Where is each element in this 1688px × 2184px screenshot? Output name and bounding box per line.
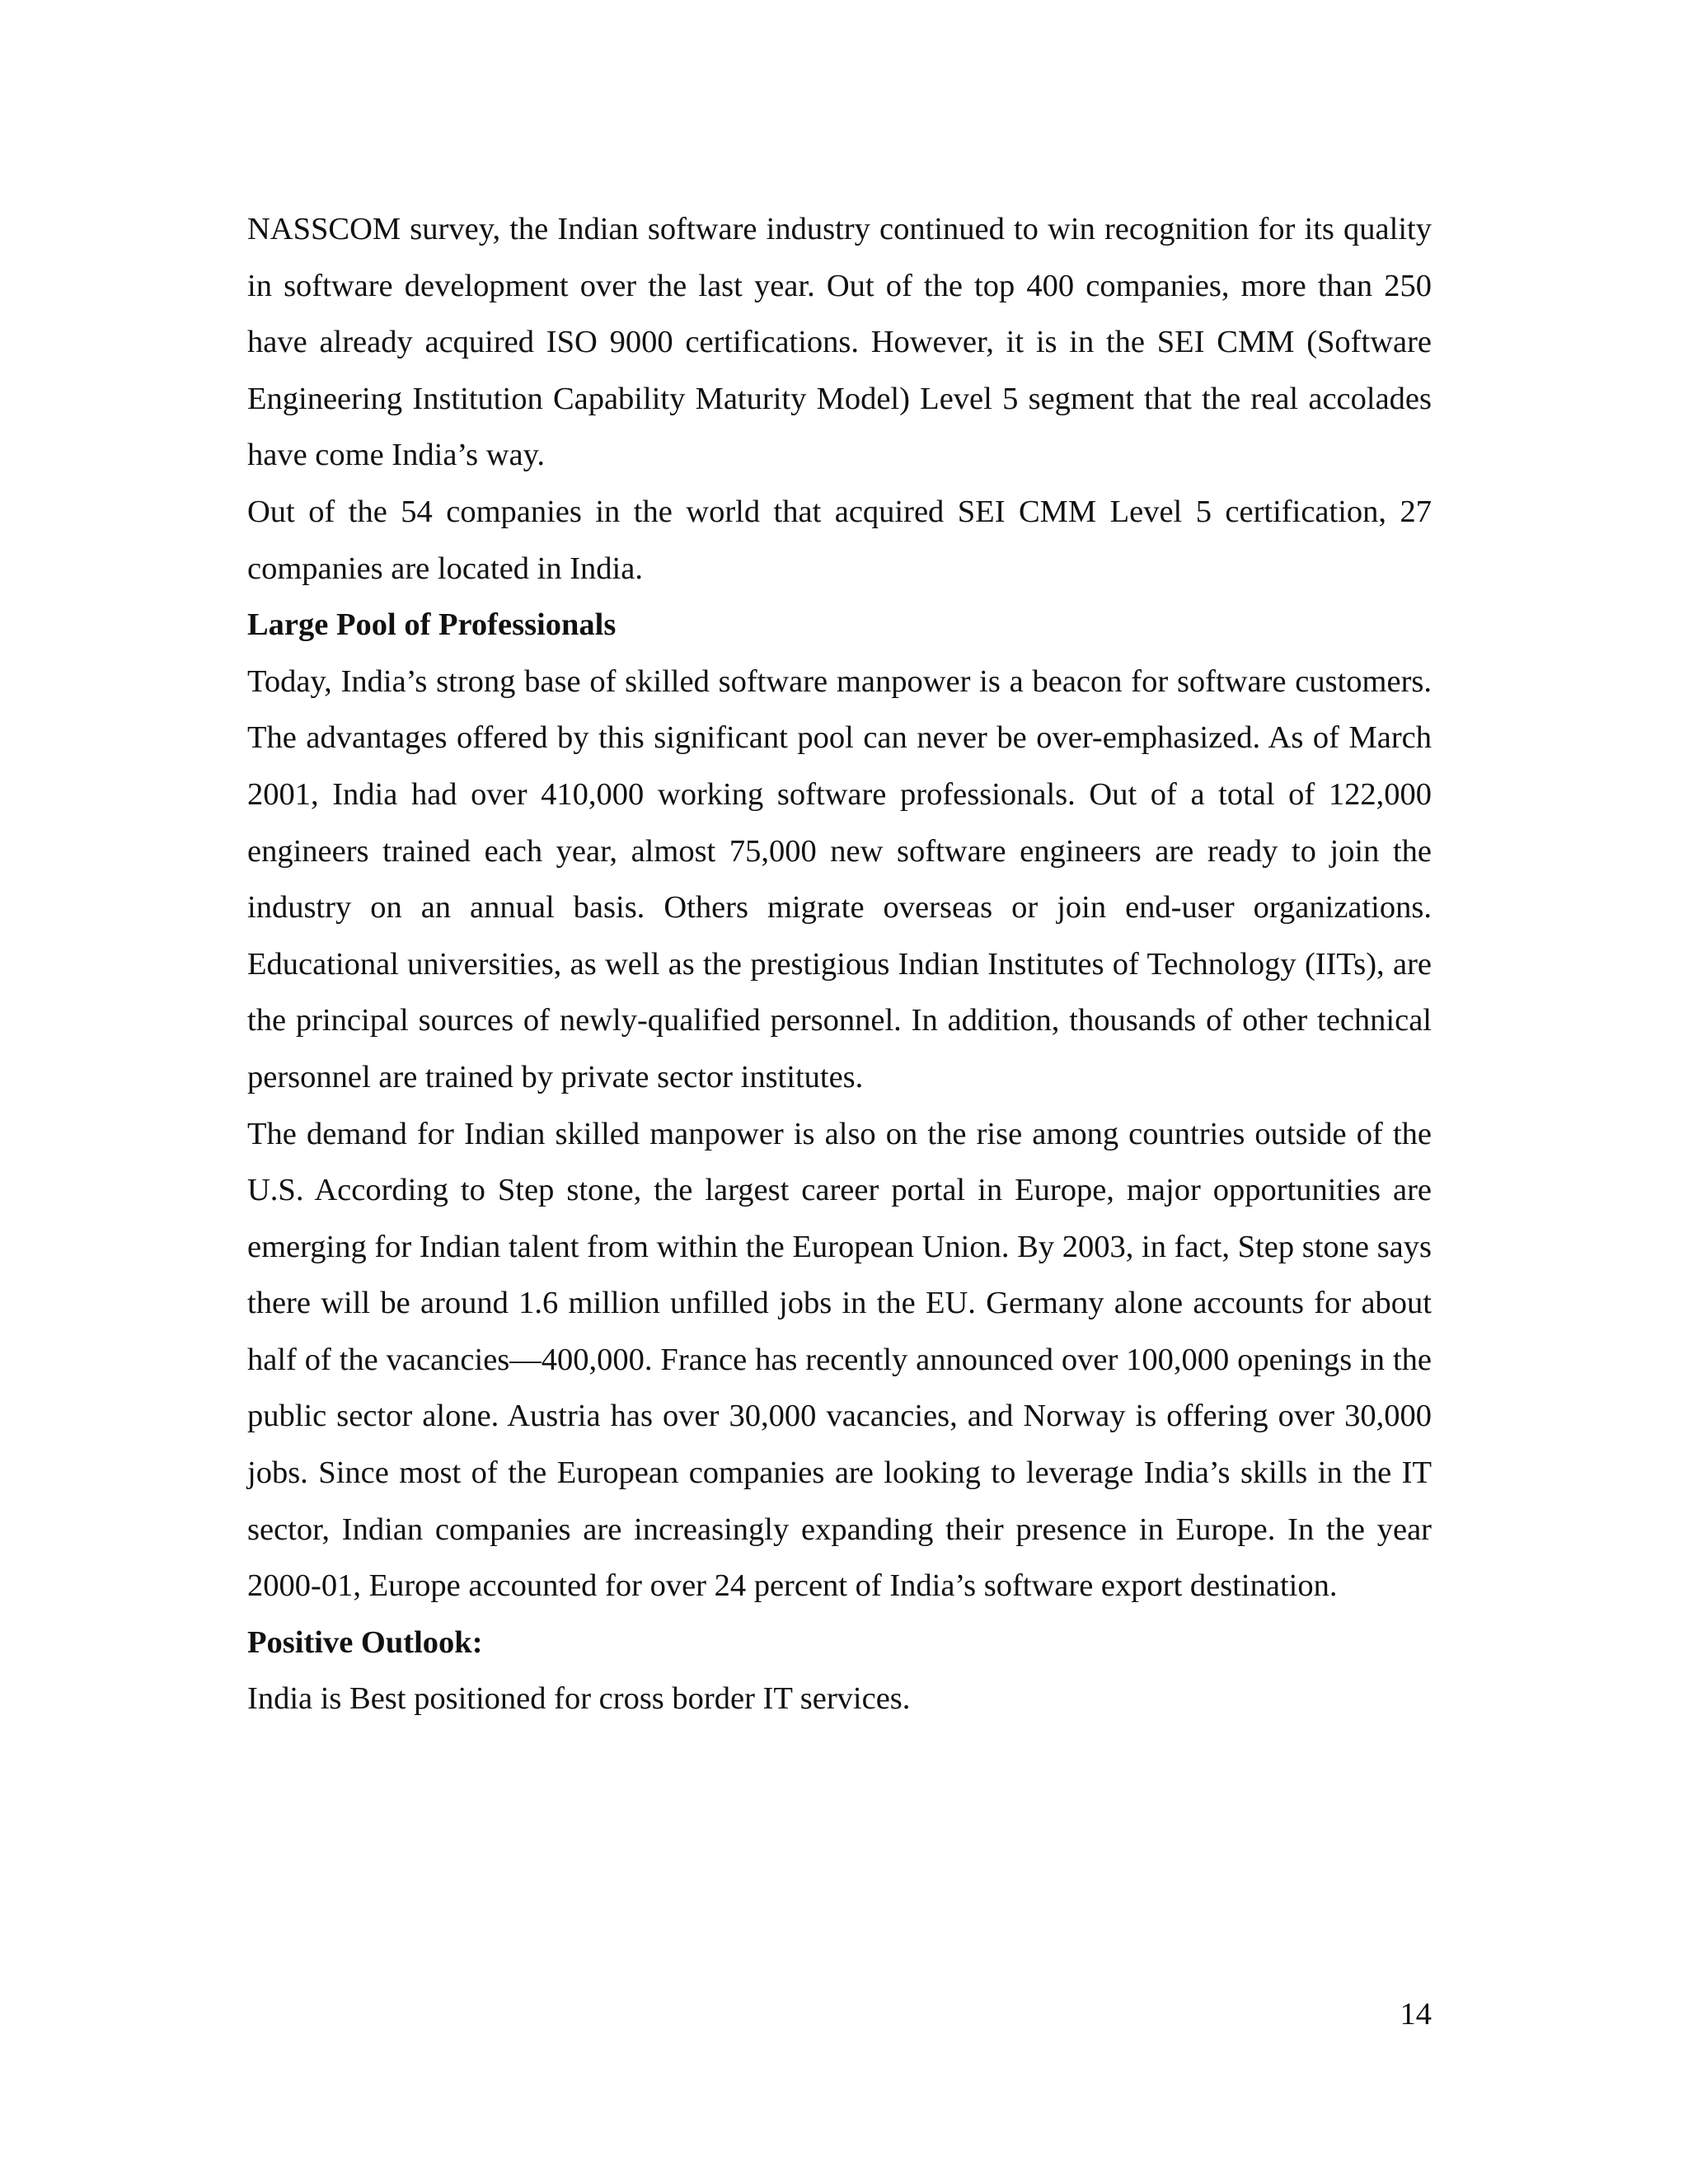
paragraph-nasscom-survey: NASSCOM survey, the Indian software industry continued to win recognition for its quality in software development over the last year. Out of the top 400 companies, more than 250 have already acquired ISO 9000 certifications. However, it is in the SEI CMM (Software Engineering Institution Capability Maturity Model) Level 5 segment that the real accolades have come India’s way. (247, 212, 1432, 473)
heading-large-pool: Large Pool of Professionals (247, 607, 617, 643)
heading-positive-outlook: Positive Outlook: (247, 1624, 483, 1660)
paragraph-skilled-manpower: Today, India’s strong base of skilled software manpower is a beacon for software customers. The advantages offered by this significant pool can never be over-emphasized. As of March 2001, India had over 410,000 working software professionals. Out of a total of 122,000 engineers trained each year, almost 75,000 new software engineers are ready to join the industry on an annual basis. Others migrate overseas or join end-user organizations. Educational universities, as well as the prestigious Indian Institutes of Technology (IITs), are the principal sources of newly-qualified personnel. In addition, thousands of other technical personnel are trained by private sector institutes. (247, 663, 1432, 1094)
paragraph-europe-demand: The demand for Indian skilled manpower is also on the rise among countries outside of the U.S. According to Step stone, the largest career portal in Europe, major opportunities are emerging for Indian talent from within the European Union. By 2003, in fact, Step stone says there will be around 1.6 million unfilled jobs in the EU. Germany alone accounts for about half of the vacancies—400,000. France has recently announced over 100,000 openings in the public sector alone. Austria has over 30,000 vacancies, and Norway is offering over 30,000 jobs. Since most of the European companies are looking to leverage India’s skills in the IT sector, Indian companies are increasingly expanding their presence in Europe. In the year 2000-01, Europe accounted for over 24 percent of India’s software export destination. (247, 1116, 1432, 1604)
paragraph-sei-cmm-companies: Out of the 54 companies in the world that acquired SEI CMM Level 5 certification, 27 companies are located in India. (247, 494, 1432, 586)
body-text (247, 201, 1432, 1727)
paragraph-best-positioned: India is Best positioned for cross border IT services. (247, 1681, 911, 1717)
page-number: 14 (1400, 1997, 1432, 2032)
